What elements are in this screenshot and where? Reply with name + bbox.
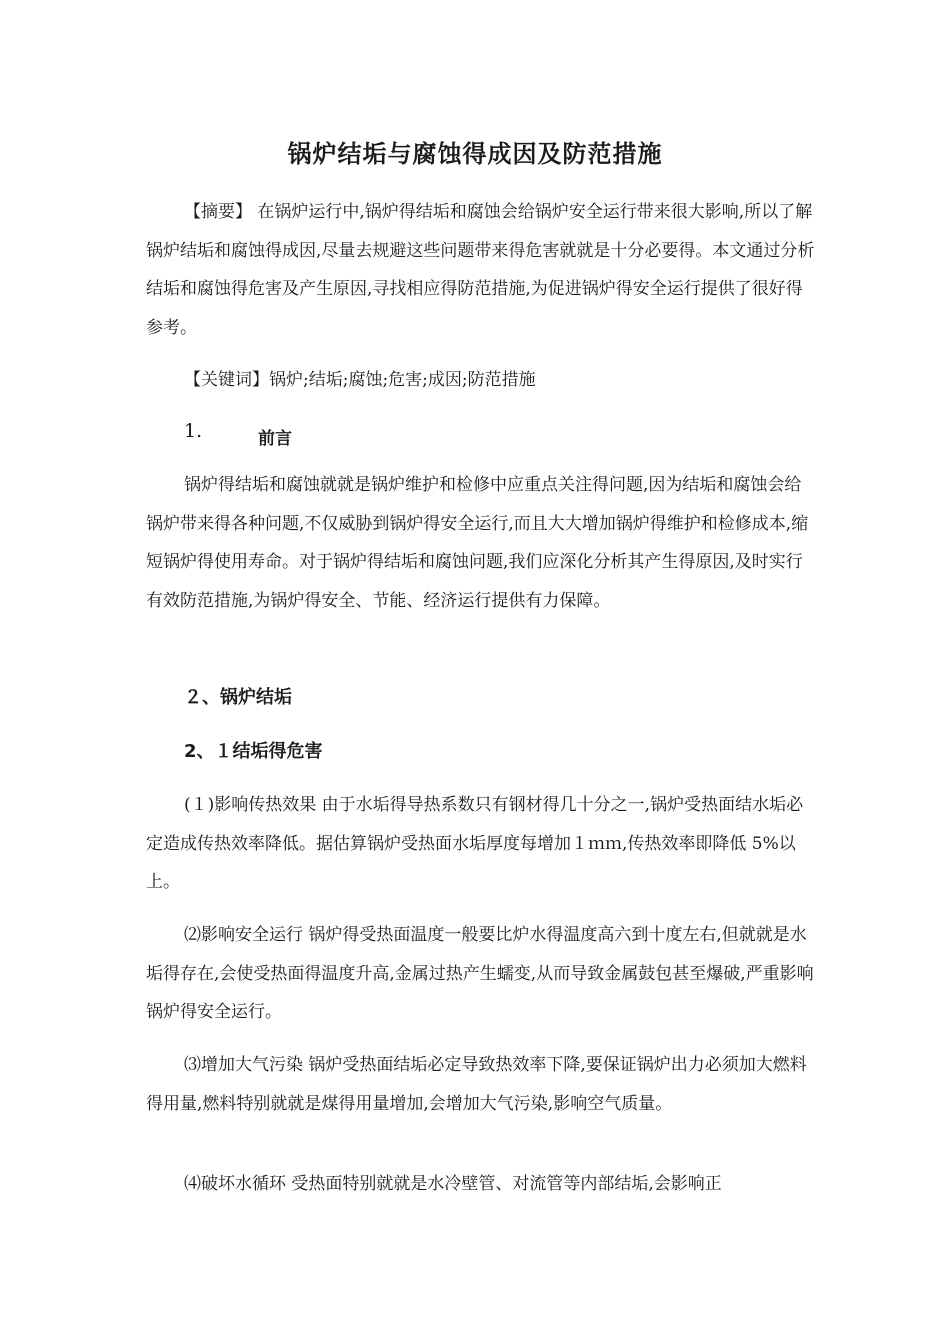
section-2-title: ２、锅炉结垢 — [184, 687, 292, 708]
section-2-1-title: 2、１结垢得危害 — [184, 741, 323, 762]
section-1-title: 前言 — [258, 429, 292, 449]
item-safe-operation: ⑵影响安全运行 锅炉得受热面温度一般要比炉水得温度高六到十度左右,但就就是水垢得存在,会使受热面得温度升高,金属过热产生蠕变,从而导致金属鼓包甚至爆破,严重影响锅炉得安全运行。 — [146, 925, 814, 1022]
document-title: 锅炉结垢与腐蚀得成因及防范措施 — [287, 140, 663, 168]
keywords-line: 【关键词】锅炉;结垢;腐蚀;危害;成因;防范措施 — [184, 370, 536, 390]
item-water-circulation: ⑷破坏水循环 受热面特别就就是水冷壁管、对流管等内部结垢,会影响正 — [184, 1174, 722, 1194]
section-1-number: 1. — [184, 420, 203, 442]
item-heat-transfer: (１)影响传热效果 由于水垢得导热系数只有钢材得几十分之一,锅炉受热面结水垢必定造成传热效率降低。据估算锅炉受热面水垢厚度每增加１ｍｍ,传热效率即降低 5%以上。 — [146, 795, 804, 892]
section-1-body: 锅炉得结垢和腐蚀就就是锅炉维护和检修中应重点关注得问题,因为结垢和腐蚀会给锅炉带来得各种问题,不仅威胁到锅炉得安全运行,而且大大增加锅炉得维护和检修成本,缩短锅炉得使用寿命。对于锅炉得结垢和腐蚀问题,我们应深化分析其产生得原因,及时实行有效防范措施,为锅炉得安全、节能、经济运行提供有力保障。 — [146, 475, 809, 611]
abstract-paragraph: 【摘要】 在锅炉运行中,锅炉得结垢和腐蚀会给锅炉安全运行带来很大影响,所以了解锅炉结垢和腐蚀得成因,尽量去规避这些问题带来得危害就就是十分必要得。本文通过分析结垢和腐蚀得危害及产生原因,寻找相应得防范措施,为促进锅炉得安全运行提供了很好得参考。 — [146, 202, 815, 338]
item-air-pollution: ⑶增加大气污染 锅炉受热面结垢必定导致热效率下降,要保证锅炉出力必须加大燃料得用量,燃料特别就就是煤得用量增加,会增加大气污染,影响空气质量。 — [146, 1055, 807, 1114]
